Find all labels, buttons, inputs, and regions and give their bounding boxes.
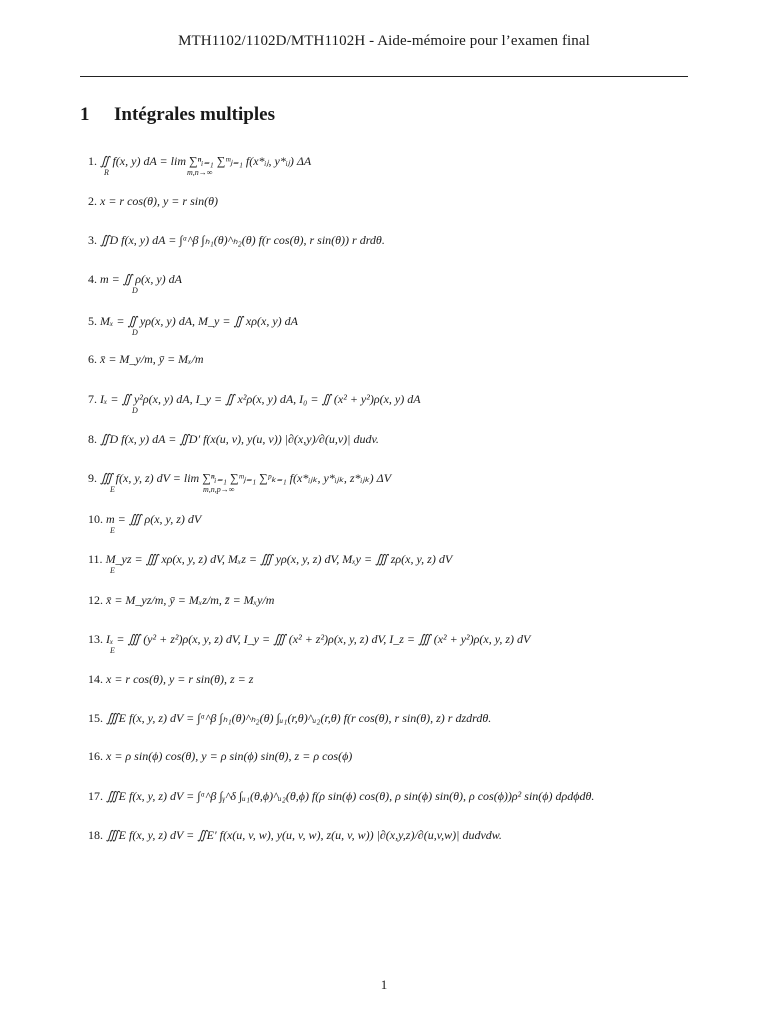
formula-item xyxy=(88,710,491,726)
formula-item xyxy=(88,193,218,209)
formula-item xyxy=(88,592,274,608)
section-number: 1 xyxy=(80,104,90,125)
formula-number: 10. xyxy=(88,512,103,526)
integration-domain: E xyxy=(110,566,115,575)
integration-domain: E xyxy=(110,485,115,494)
integration-domain: R xyxy=(104,168,109,177)
integration-domain: E xyxy=(110,646,115,655)
limit-subscript: m,n,p→∞ xyxy=(203,485,235,494)
formula-number: 2. xyxy=(88,194,97,208)
formula-item xyxy=(88,313,298,329)
formula-text: ∭ f(x, y, z) dV = lim ∑ⁿᵢ₌₁ ∑ᵐⱼ₌₁ ∑ᵖₖ₌₁ f(x*ᵢⱼₖ, y*ᵢⱼₖ, z*ᵢⱼₖ) ΔV xyxy=(100,471,392,485)
formula-number: 16. xyxy=(88,749,103,763)
formula-number: 6. xyxy=(88,352,97,366)
integration-domain: D xyxy=(132,328,138,337)
formula-text: ∭E f(x, y, z) dV = ∫ᵅ^β ∫ᵧ^δ ∫ᵤ₁(θ,ϕ)^ᵤ₂(θ,ϕ) f(ρ sin(ϕ) cos(θ), ρ sin(ϕ) sin(θ), ρ cos(ϕ))ρ² sin(ϕ) dρdϕdθ. xyxy=(106,789,595,803)
formula-number: 9. xyxy=(88,471,97,485)
formula-item xyxy=(88,551,452,567)
formula-number: 3. xyxy=(88,233,97,247)
formula-number: 4. xyxy=(88,272,97,286)
formula-number: 18. xyxy=(88,828,103,842)
page-number: 1 xyxy=(380,977,388,992)
formula-item xyxy=(88,788,594,804)
formula-item xyxy=(88,232,385,248)
formula-number: 17. xyxy=(88,789,103,803)
formula-text: Iₓ = ∬ y²ρ(x, y) dA, I_y = ∬ x²ρ(x, y) dA, I₀ = ∬ (x² + y²)ρ(x, y) dA xyxy=(100,392,421,406)
formula-text: M_yz = ∭ xρ(x, y, z) dV, Mₓz = ∭ yρ(x, y, z) dV, Mₓy = ∭ zρ(x, y, z) dV xyxy=(105,552,453,566)
formula-number: 5. xyxy=(88,314,97,328)
formula-text: ∬D f(x, y) dA = ∫ᵅ^β ∫ₕ₁(θ)^ₕ₂(θ) f(r cos(θ), r sin(θ)) r drdθ. xyxy=(100,233,385,247)
formula-number: 13. xyxy=(88,632,103,646)
formula-item xyxy=(88,391,421,407)
formula-item xyxy=(88,671,253,687)
formula-text: ∭E f(x, y, z) dV = ∫ᵅ^β ∫ₕ₁(θ)^ₕ₂(θ) ∫ᵤ₁(r,θ)^ᵤ₂(r,θ) f(r cos(θ), r sin(θ), z) r dzdrdθ. xyxy=(106,711,492,725)
formula-text: x = r cos(θ), y = r sin(θ), z = z xyxy=(106,672,254,686)
formula-number: 12. xyxy=(88,593,103,607)
section-heading xyxy=(80,104,275,126)
formula-item xyxy=(88,827,502,843)
formula-text: Mₓ = ∬ yρ(x, y) dA, M_y = ∬ xρ(x, y) dA xyxy=(100,314,298,328)
header-rule xyxy=(80,76,688,77)
formula-item xyxy=(88,631,530,647)
limit-subscript: m,n→∞ xyxy=(187,168,213,177)
formula-text: x = r cos(θ), y = r sin(θ) xyxy=(100,194,218,208)
formula-number: 8. xyxy=(88,432,97,446)
formula-text: ∭E f(x, y, z) dV = ∬E′ f(x(u, v, w), y(u, v, w), z(u, v, w)) |∂(x,y,z)/∂(u,v,w)| dudvdw. xyxy=(106,828,502,842)
formula-item xyxy=(88,351,204,367)
integration-domain: D xyxy=(132,406,138,415)
integration-domain: D xyxy=(132,286,138,295)
formula-number: 7. xyxy=(88,392,97,406)
formula-number: 15. xyxy=(88,711,103,725)
formula-item xyxy=(88,511,201,527)
formula-text: m = ∭ ρ(x, y, z) dV xyxy=(106,512,202,526)
formula-text: ∬ f(x, y) dA = lim ∑ⁿᵢ₌₁ ∑ᵐⱼ₌₁ f(x*ᵢⱼ, y*ᵢⱼ) ΔA xyxy=(100,154,312,168)
formula-number: 11. xyxy=(88,552,103,566)
formula-number: 1. xyxy=(88,154,97,168)
section-title: Intégrales multiples xyxy=(114,104,275,125)
formula-item xyxy=(88,271,182,287)
integration-domain: E xyxy=(110,526,115,535)
formula-text: Iₓ = ∭ (y² + z²)ρ(x, y, z) dV, I_y = ∭ (x² + z²)ρ(x, y, z) dV, I_z = ∭ (x² + y²)ρ(x, y, z) dV xyxy=(106,632,531,646)
formula-item xyxy=(88,748,352,764)
formula-text: x̄ = M_yz/m, ȳ = Mₓz/m, z̄ = Mₓy/m xyxy=(106,593,275,607)
formula-item xyxy=(88,470,391,486)
page-header: MTH1102/1102D/MTH1102H - Aide-mémoire pour l’examen final xyxy=(178,33,590,49)
formula-item xyxy=(88,153,311,169)
formula-number: 14. xyxy=(88,672,103,686)
formula-text: x̄ = M_y/m, ȳ = Mₓ/m xyxy=(100,352,204,366)
formula-text: ∬D f(x, y) dA = ∬D′ f(x(u, v), y(u, v)) |∂(x,y)/∂(u,v)| dudv. xyxy=(100,432,379,446)
formula-item xyxy=(88,431,379,447)
formula-text: x = ρ sin(ϕ) cos(θ), y = ρ sin(ϕ) sin(θ), z = ρ cos(ϕ) xyxy=(106,749,353,763)
formula-text: m = ∬ ρ(x, y) dA xyxy=(100,272,182,286)
